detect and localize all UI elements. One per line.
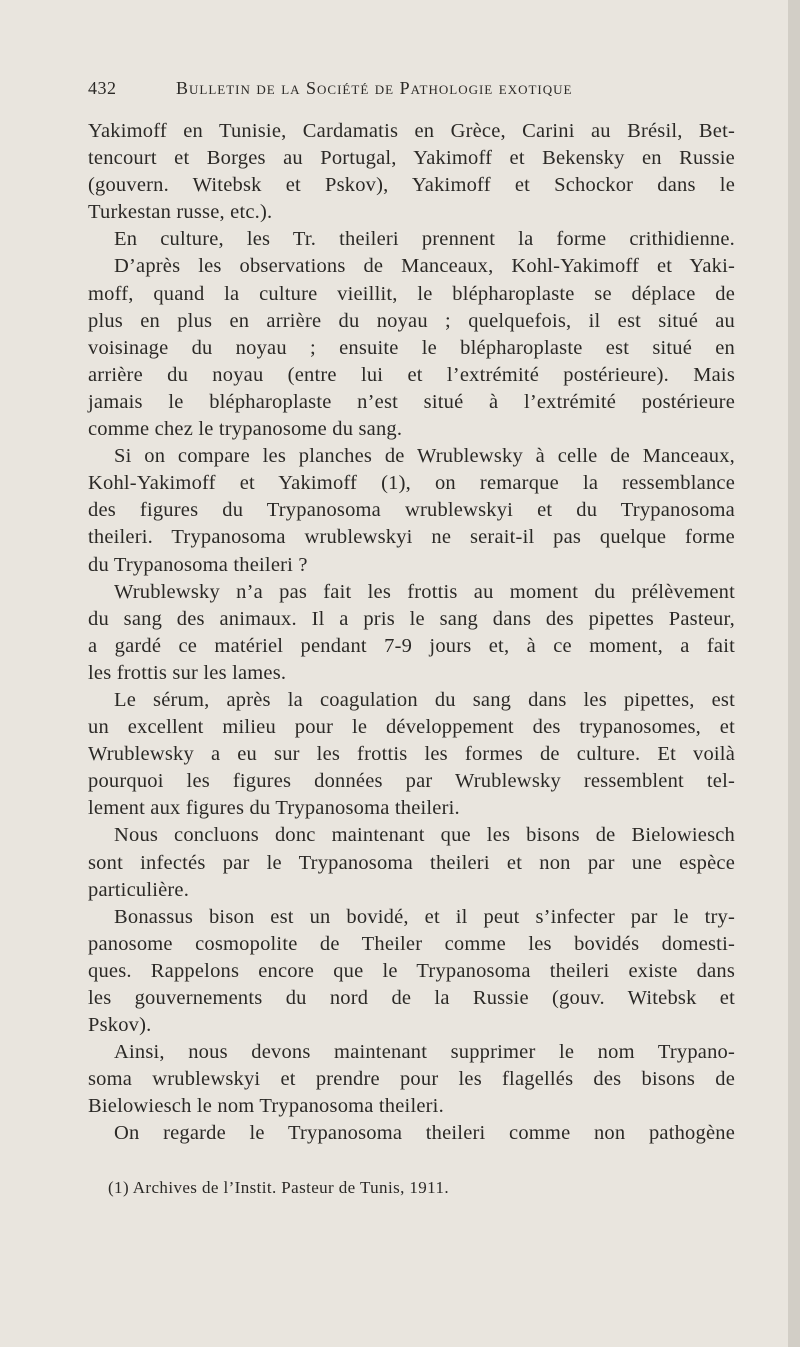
text-line: Si on compare les planches de Wrublewsky à celle de Manceaux,: [114, 445, 735, 468]
text-line: les gouvernements du nord de la Russie (gouv. Witebsk et: [88, 987, 735, 1009]
text-line: lement aux figures du Trypanosoma theileri.: [88, 797, 460, 820]
running-header: [88, 78, 748, 99]
text-line: tencourt et Borges au Portugal, Yakimoff et Bekensky en Russie: [88, 147, 735, 170]
text-line: des figures du Trypanosoma wrublewskyi et du Trypanosoma: [88, 499, 735, 522]
text-line: particulière.: [88, 878, 190, 901]
text-line: Ainsi, nous devons maintenant supprimer le nom Trypano-: [114, 1041, 735, 1064]
text-line: voisinage du noyau ; ensuite le blépharoplaste est situé en: [88, 336, 735, 359]
text-line: ques. Rappelons encore que le Trypanosoma theileri existe dans: [88, 959, 735, 982]
text-line: Kohl-Yakimoff et Yakimoff (1), on remarque la ressemblance: [88, 472, 735, 495]
text-line: jamais le blépharoplaste n’est situé à l’extrémité postérieure: [88, 390, 735, 413]
text-line: Wrublewsky n’a pas fait les frottis au moment du prélèvement: [114, 580, 735, 603]
text-line: Yakimoff en Tunisie, Cardamatis en Grèce, Carini au Brésil, Bet-: [88, 120, 735, 142]
text-line: sont infectés par le Trypanosoma theileri et non par une espèce: [88, 851, 735, 874]
text-line: comme chez le trypanosome du sang.: [88, 418, 403, 441]
text-line: Bonassus bison est un bovidé, et il peut s’infecter par le try-: [114, 905, 735, 928]
footnote: (1) Archives de l’Instit. Pasteur de Tunis, 1911.: [108, 1178, 450, 1197]
text-line: (gouvern. Witebsk et Pskov), Yakimoff et Schockor dans le: [88, 174, 735, 197]
text-line: plus en plus en arrière du noyau ; quelquefois, il est situé au: [88, 309, 735, 332]
running-title: Bulletin de la Société de Pathologie exotique: [176, 78, 573, 98]
text-line: theileri. Trypanosoma wrublewskyi ne serait-il pas quelque forme: [88, 526, 735, 549]
page-edge: [788, 0, 800, 1347]
text-line: panosome cosmopolite de Theiler comme les bovidés domesti-: [88, 932, 735, 955]
text-line: Nous concluons donc maintenant que les bisons de Bielowiesch: [114, 824, 735, 847]
text-line: En culture, les Tr. theileri prennent la forme crithidienne.: [114, 228, 735, 251]
text-line: moff, quand la culture vieillit, le blépharoplaste se déplace de: [88, 282, 735, 305]
text-line: Pskov).: [88, 1014, 152, 1037]
text-line: soma wrublewskyi et prendre pour les flagellés des bisons de: [88, 1068, 735, 1091]
text-line: Le sérum, après la coagulation du sang dans les pipettes, est: [114, 688, 735, 711]
body-text: [88, 118, 735, 1148]
text-line: du sang des animaux. Il a pris le sang dans des pipettes Pasteur,: [88, 607, 735, 630]
text-line: les frottis sur les lames.: [88, 661, 287, 684]
text-line: un excellent milieu pour le développement des trypanosomes, et: [88, 716, 735, 739]
page-number: 432: [88, 78, 117, 98]
text-line: Turkestan russe, etc.).: [88, 201, 273, 224]
text-line: Bielowiesch le nom Trypanosoma theileri.: [88, 1095, 444, 1118]
text-line: D’après les observations de Manceaux, Kohl-Yakimoff et Yaki-: [114, 255, 735, 278]
text-line: arrière du noyau (entre lui et l’extrémité postérieure). Mais: [88, 363, 735, 386]
text-line: On regarde le Trypanosoma theileri comme non pathogène: [114, 1122, 735, 1145]
text-line: pourquoi les figures données par Wrublewsky ressemblent tel-: [88, 770, 735, 793]
text-line: du Trypanosoma theileri ?: [88, 553, 308, 576]
text-line: Wrublewsky a eu sur les frottis les formes de culture. Et voilà: [88, 743, 735, 766]
text-line: a gardé ce matériel pendant 7-9 jours et, à ce moment, a fait: [88, 634, 735, 657]
